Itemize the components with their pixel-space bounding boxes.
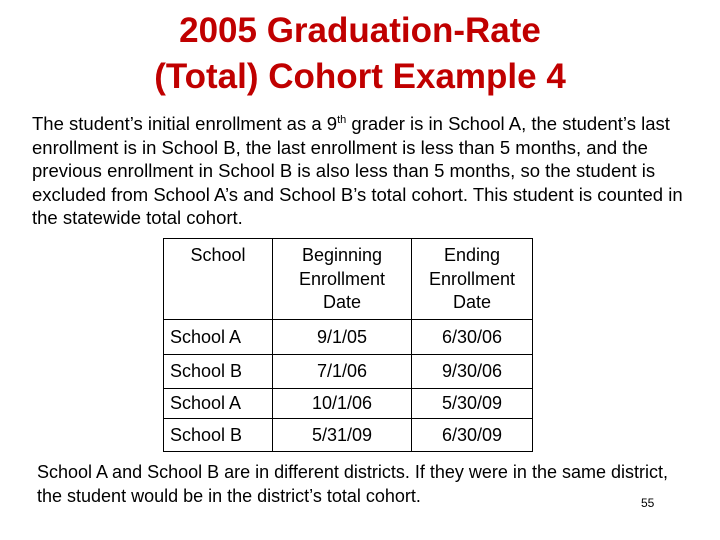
header-ending-line-1: Ending [443, 245, 501, 265]
intro-text-part-1: The student’s initial enrollment as a 9 [32, 113, 338, 134]
ending-date-cell: 9/30/06 [412, 355, 533, 389]
table-row [164, 355, 533, 389]
header-school-label: School [190, 245, 246, 265]
beginning-date-cell: 10/1/06 [273, 389, 412, 419]
school-cell: School B [164, 355, 273, 389]
beginning-date-cell: 5/31/09 [273, 419, 412, 452]
intro-paragraph [32, 112, 697, 230]
table-row [164, 389, 533, 419]
header-ending-line-2: Enrollment [428, 268, 516, 289]
beginning-date-cell: 9/1/05 [273, 320, 412, 355]
ending-date-cell: 6/30/09 [412, 419, 533, 452]
enrollment-table [163, 238, 533, 452]
header-ending-line-3: Date [452, 292, 492, 312]
slide-title-line-1: 2005 Graduation-Rate [179, 11, 541, 50]
ending-date-cell: 6/30/06 [412, 320, 533, 355]
slide-title [0, 8, 720, 100]
school-cell: School A [164, 389, 273, 419]
intro-text-part-2: grader is in School A, the student’s last enrollment is in School B, the last enrollment is less than 5 months, and the previous enrollment in School B is also less than 5 months, so the student is excluded from School A’s and School B’s total cohort. This student is counted in the statewide total cohort. [32, 113, 683, 228]
header-beginning-line-1: Beginning [301, 245, 383, 265]
header-school [164, 239, 273, 320]
header-beginning-enrollment-date [273, 239, 412, 320]
table-row [164, 419, 533, 452]
table-header-row [164, 239, 533, 320]
school-cell: School A [164, 320, 273, 355]
beginning-date-cell: 7/1/06 [273, 355, 412, 389]
ending-date-cell: 5/30/09 [412, 389, 533, 419]
header-beginning-line-2: Enrollment [298, 268, 386, 289]
intro-superscript: th [337, 114, 347, 126]
header-ending-enrollment-date [412, 239, 533, 320]
table-row [164, 320, 533, 355]
page-number: 55 [641, 496, 655, 510]
footer-note: School A and School B are in different districts. If they were in the same district, the student would be in the district’s total cohort. [37, 462, 668, 506]
school-cell: School B [164, 419, 273, 452]
slide-title-line-2: (Total) Cohort Example 4 [154, 57, 566, 96]
header-beginning-line-3: Date [322, 292, 362, 312]
